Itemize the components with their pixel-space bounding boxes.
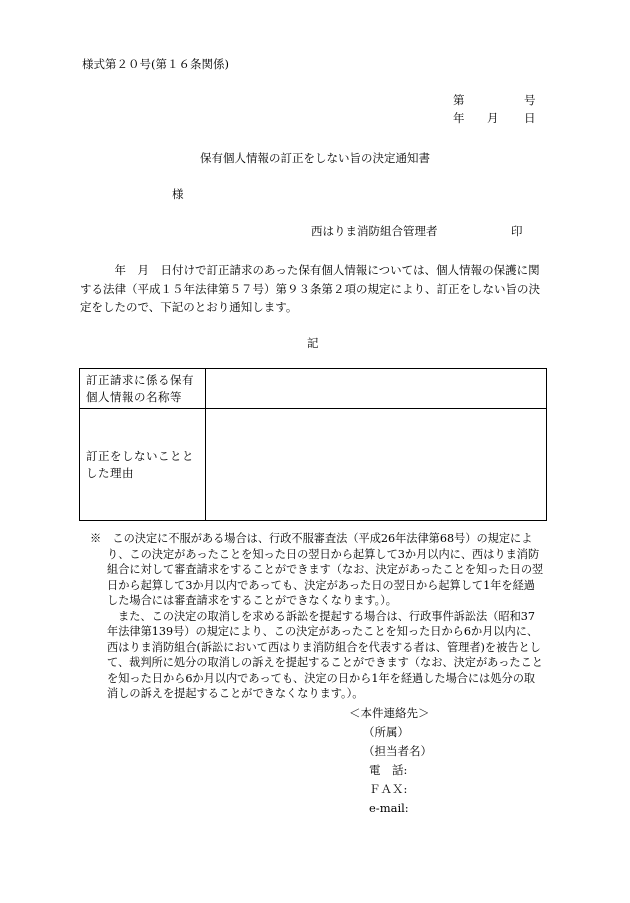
document-title: 保有個人情報の訂正をしない旨の決定通知書 (200, 151, 430, 165)
notice-body: 年 月 日付けで訂正請求のあった保有個人情報については、個人情報の保護に関する法律（平成１５年法律第５７号）第９３条第２項の規定により、訂正をしない旨の決定をしたので、下記のとおり通知します。 (80, 263, 540, 314)
reason-value (206, 409, 547, 521)
info-name-label: 訂正請求に係る保有個人情報の名称等 (80, 369, 206, 409)
number-prefix: 第 (453, 93, 465, 107)
contact-affiliation: （所属） (363, 725, 409, 739)
date-day: 日 (524, 111, 536, 125)
date-year: 年 (453, 111, 465, 125)
info-name-value (206, 369, 547, 409)
contact-phone: 電 話: (369, 763, 408, 777)
ki-heading: 記 (307, 336, 319, 350)
table-row (80, 409, 547, 521)
contact-block (349, 704, 432, 818)
contact-email: e-mail: (369, 801, 409, 815)
reason-label: 訂正をしないこととした理由 (80, 409, 206, 521)
addressee: 様 (172, 187, 184, 201)
form-label: 様式第２０号(第１６条関係) (82, 57, 229, 71)
info-table (79, 368, 547, 521)
number-suffix: 号 (524, 93, 536, 107)
sender-name: 西はりま消防組合管理者 (311, 224, 438, 238)
appeal-note (90, 531, 545, 702)
date-month: 月 (487, 111, 499, 125)
contact-fax: ＦＡＸ: (369, 782, 408, 796)
contact-heading: ＜本件連絡先＞ (349, 706, 430, 720)
appeal-note-review: ※ この決定に不服がある場合は、行政不服審査法（平成26年法律第68号）の規定により、この決定があったことを知った日の翌日から起算して3か月以内に、西はりま消防組合に対して審査請求をすることができます（なお、決定があったことを知った日の翌日から起算して3か月以内であっても、決定があった日の翌日から起算して1年を経過した場合には審査請求をすることができなくなります。）。 (90, 532, 544, 607)
appeal-note-lawsuit: また、この決定の取消しを求める訴訟を提起する場合は、行政事件訴訟法（昭和37年法律第139号）の規定により、この決定があったことを知った日から6か月以内に、西はりま消防組合(訴訟において西はりま消防組合を代表する者は、管理者)を被告として、裁判所に処分の取消しの訴えを提起することができます（なお、決定があったことを知った日から6か月以内であっても、決定の日から1年を経過した場合には処分の取消しの訴えを提起することができなくなります。）。 (107, 609, 543, 700)
contact-person: （担当者名） (363, 744, 432, 758)
table-row (80, 369, 547, 409)
seal-mark: 印 (511, 224, 523, 238)
